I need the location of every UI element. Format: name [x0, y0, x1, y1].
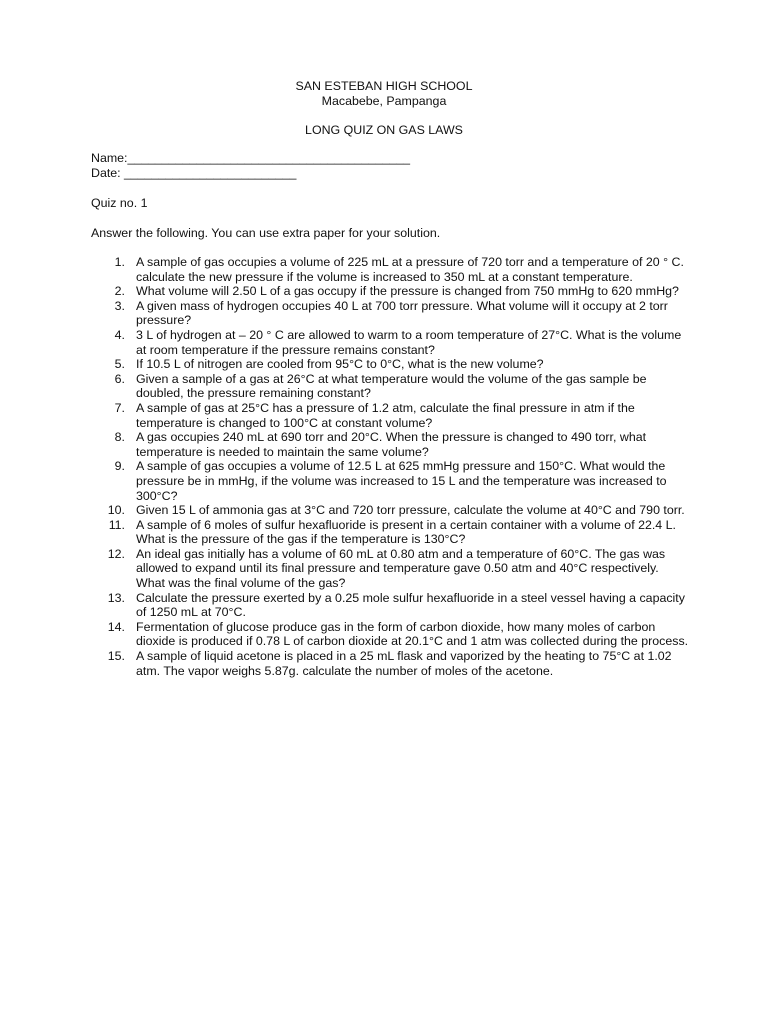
question-item [91, 372, 691, 401]
question-number: 2. [114, 284, 125, 299]
date-field: Date: _________________________ [91, 166, 297, 180]
question-item [91, 328, 691, 357]
question-list [91, 255, 691, 678]
quiz-title: LONG QUIZ ON GAS LAWS [305, 123, 463, 137]
question-number: 1. [114, 255, 125, 269]
document-header [0, 79, 768, 109]
question-item [91, 547, 691, 591]
question-item [91, 591, 691, 620]
question-text: A sample of liquid acetone is placed in a 25 mL flask and vaporized by the heating to 75°C at 1.02 atm. The vapor weighs 5.87g. calculate the number of moles of the acetone. [136, 649, 672, 678]
question-text: Given 15 L of ammonia gas at 3°C and 720 torr pressure, calculate the volume at 40°C and 790 torr. [136, 503, 685, 518]
question-text: Fermentation of glucose produce gas in the form of carbon dioxide, how many moles of carbon dioxide is produced if 0.78 L of carbon dioxide at 20.1°C and 1 atm was collected during the process. [136, 619, 689, 649]
question-text: A sample of gas occupies a volume of 12.5 L at 625 mmHg pressure and 150°C. What would the pressure be in mmHg, if the volume was increased to 15 L and the temperature was increased to 300°C? [136, 459, 667, 503]
question-number: 7. [114, 400, 125, 415]
question-item [91, 430, 691, 459]
question-number: 3. [114, 298, 125, 313]
question-text: 3 L of hydrogen at – 20 ° C are allowed to warm to a room temperature of 27°C. What is the volume at room temperature if the pressure remains constant? [136, 327, 682, 357]
question-number: 4. [114, 327, 125, 342]
question-number: 6. [114, 371, 125, 386]
question-text: An ideal gas initially has a volume of 60 mL at 0.80 atm and a temperature of 60°C. The gas was allowed to expand until its final pressure and temperature gave 0.50 atm and 40°C respectively. What was the final volume of the gas? [136, 546, 666, 591]
question-item [91, 518, 691, 547]
name-field: Name:_________________________________________ [91, 151, 411, 165]
question-item [91, 299, 691, 328]
question-number: 5. [114, 357, 125, 372]
school-name: SAN ESTEBAN HIGH SCHOOL [295, 79, 473, 93]
school-location: Macabebe, Pampanga [321, 94, 447, 108]
question-number: 13. [107, 590, 125, 605]
question-number: 8. [114, 430, 125, 445]
question-text: Given a sample of a gas at 26°C at what temperature would the volume of the gas sample be doubled, the pressure remaining constant? [136, 371, 647, 401]
question-text: A sample of gas at 25°C has a pressure of 1.2 atm, calculate the final pressure in atm if the temperature is changed to 100°C at constant volume? [136, 400, 635, 430]
question-number: 10. [107, 503, 125, 518]
quiz-number: Quiz no. 1 [91, 196, 148, 210]
question-number: 12. [107, 546, 125, 561]
question-item [91, 401, 691, 430]
question-text: A given mass of hydrogen occupies 40 L at 700 torr pressure. What volume will it occupy at 2 torr pressure? [136, 298, 668, 328]
instructions: Answer the following. You can use extra paper for your solution. [91, 226, 441, 240]
question-text: If 10.5 L of nitrogen are cooled from 95°C to 0°C, what is the new volume? [136, 357, 544, 372]
question-text: A sample of 6 moles of sulfur hexafluoride is present in a certain container with a volume of 22.4 L. What is the pressure of the gas if the temperature is 130°C? [136, 517, 676, 547]
question-item [91, 357, 691, 372]
question-text: A gas occupies 240 mL at 690 torr and 20°C. When the pressure is changed to 490 torr, what temperature is needed to maintain the same volume? [136, 430, 647, 459]
question-number: 14. [107, 619, 125, 634]
question-item [91, 459, 691, 503]
question-item [91, 649, 691, 678]
question-item [91, 503, 691, 518]
question-number: 9. [114, 459, 125, 474]
question-text: Calculate the pressure exerted by a 0.25 mole sulfur hexafluoride in a steel vessel having a capacity of 1250 mL at 70°C. [136, 590, 685, 620]
question-text: What volume will 2.50 L of a gas occupy if the pressure is changed from 750 mmHg to 620 mmHg? [136, 284, 679, 299]
question-text: A sample of gas occupies a volume of 225 mL at a pressure of 720 torr and a temperature of 20 ° C. calculate the new pressure if the volume is increased to 350 mL at a constant temperature. [136, 255, 684, 284]
question-item [91, 255, 691, 284]
question-item [91, 284, 691, 299]
question-number: 11. [108, 517, 125, 532]
question-number: 15. [107, 649, 125, 664]
question-item [91, 620, 691, 649]
